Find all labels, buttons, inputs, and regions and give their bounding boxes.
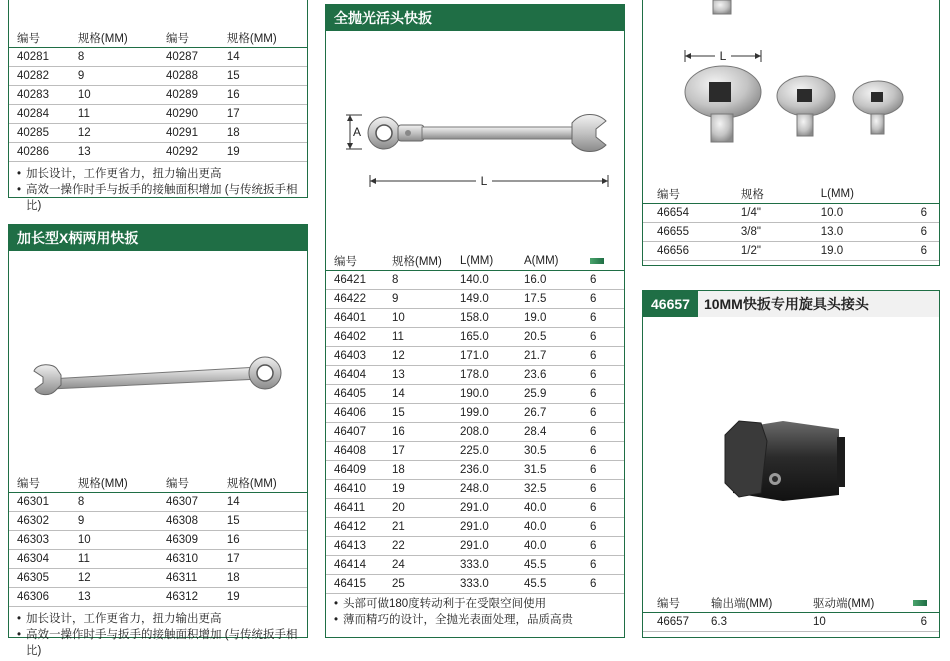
- col-header: L(MM): [813, 184, 913, 204]
- feature-notes: [9, 607, 307, 661]
- cell-size: 8: [70, 48, 158, 67]
- cell-code: 40291: [158, 124, 219, 143]
- spec-table-flex: [326, 251, 624, 594]
- panel-title: 10MM快扳专用旋具头接头: [703, 296, 869, 312]
- col-header: 规格(MM): [219, 28, 307, 48]
- cell-length: 149.0: [452, 290, 516, 309]
- cell-code: 46303: [9, 531, 70, 550]
- cell-code: 40281: [9, 48, 70, 67]
- cell-size: 11: [384, 328, 452, 347]
- cell-size: 17: [384, 442, 452, 461]
- cell-code: 46655: [643, 223, 733, 242]
- socket-adapter-image: [643, 317, 939, 593]
- cell-code: 46309: [158, 531, 219, 550]
- table-header-row: [9, 473, 307, 493]
- cell-qty: 6: [582, 480, 624, 499]
- flex-wrench-illustration: [326, 31, 626, 251]
- panel-title: 加长型X柄两用快扳: [9, 225, 307, 251]
- wrench-image: [9, 251, 307, 473]
- cell-length: 165.0: [452, 328, 516, 347]
- cell-length: 291.0: [452, 537, 516, 556]
- cell-length: 190.0: [452, 385, 516, 404]
- cell-code: 46407: [326, 423, 384, 442]
- cell-size: 11: [70, 105, 158, 124]
- table-row: [326, 328, 624, 347]
- cell-qty: 6: [582, 537, 624, 556]
- cell-size: 16: [219, 531, 307, 550]
- table-row: [326, 423, 624, 442]
- cell-size: 17: [219, 550, 307, 569]
- cell-qty: 6: [913, 204, 939, 223]
- cell-a: 26.7: [516, 404, 582, 423]
- cell-code: 46406: [326, 404, 384, 423]
- spec-table-adapter: [643, 184, 939, 261]
- table-row: [9, 569, 307, 588]
- cell-code: 46305: [9, 569, 70, 588]
- cell-length: 208.0: [452, 423, 516, 442]
- cell-length: 13.0: [813, 223, 913, 242]
- table-row: [326, 575, 624, 594]
- cell-qty: 6: [913, 242, 939, 261]
- cell-size: 3/8": [733, 223, 813, 242]
- note-item: • 加长设计，工作更省力，扭力输出更高: [17, 611, 301, 627]
- table-row: [9, 531, 307, 550]
- col-header: 规格(MM): [384, 251, 452, 271]
- cell-size: 14: [219, 493, 307, 512]
- col-header: 编号: [9, 473, 70, 493]
- cell-size: 12: [70, 569, 158, 588]
- table-row: [9, 493, 307, 512]
- col-header: 编号: [158, 28, 219, 48]
- cell-size: 15: [219, 67, 307, 86]
- cell-size: 17: [219, 105, 307, 124]
- feature-notes: [326, 594, 624, 630]
- cell-code: 46414: [326, 556, 384, 575]
- cell-a: 45.5: [516, 556, 582, 575]
- cell-code: 46312: [158, 588, 219, 607]
- col-header: A(MM): [516, 251, 582, 271]
- cell-length: 10.0: [813, 204, 913, 223]
- cell-qty: 6: [582, 404, 624, 423]
- cell-code: 46412: [326, 518, 384, 537]
- cell-code: 46403: [326, 347, 384, 366]
- cell-qty: 6: [582, 442, 624, 461]
- cell-a: 40.0: [516, 518, 582, 537]
- cell-code: 40286: [9, 143, 70, 162]
- cell-code: 46656: [643, 242, 733, 261]
- table-header-row: [643, 593, 939, 613]
- cell-code: 46311: [158, 569, 219, 588]
- table-row: [326, 499, 624, 518]
- cell-size: 22: [384, 537, 452, 556]
- col-header: 规格(MM): [70, 473, 158, 493]
- cell-length: 291.0: [452, 518, 516, 537]
- cell-code: 46415: [326, 575, 384, 594]
- cell-qty: 6: [582, 347, 624, 366]
- cell-qty: 6: [905, 613, 939, 632]
- col-header: 编号: [643, 593, 703, 613]
- cell-code: 46307: [158, 493, 219, 512]
- cell-code: 40285: [9, 124, 70, 143]
- flex-wrench-image: [326, 31, 624, 251]
- cell-code: 40288: [158, 67, 219, 86]
- adapter-image: [643, 0, 939, 184]
- panel-socket-adapter: [642, 290, 940, 638]
- cell-length: 333.0: [452, 575, 516, 594]
- cell-length: 19.0: [813, 242, 913, 261]
- table-row: [326, 537, 624, 556]
- cell-code: 46657: [643, 613, 703, 632]
- cell-length: 199.0: [452, 404, 516, 423]
- cell-size: 10: [384, 309, 452, 328]
- cell-a: 30.5: [516, 442, 582, 461]
- panel-adapter: [642, 0, 940, 266]
- cell-length: 140.0: [452, 271, 516, 290]
- cell-a: 23.6: [516, 366, 582, 385]
- panel-extended-x: [8, 224, 308, 657]
- cell-size: 10: [70, 531, 158, 550]
- cell-a: 16.0: [516, 271, 582, 290]
- adapter-illustration: [643, 0, 941, 184]
- cell-code: 46409: [326, 461, 384, 480]
- cell-qty: 6: [582, 309, 624, 328]
- socket-adapter-illustration: [643, 317, 941, 593]
- feature-notes: [9, 162, 307, 216]
- spec-table-top-left: [9, 28, 307, 162]
- cell-qty: 6: [582, 556, 624, 575]
- table-row: [9, 512, 307, 531]
- cell-code: 40282: [9, 67, 70, 86]
- cell-qty: 6: [913, 223, 939, 242]
- cell-size: 1/4": [733, 204, 813, 223]
- cell-size: 9: [384, 290, 452, 309]
- table-row: [326, 404, 624, 423]
- table-row: [326, 442, 624, 461]
- cell-code: 46302: [9, 512, 70, 531]
- cell-code: 40284: [9, 105, 70, 124]
- cell-size: 16: [219, 86, 307, 105]
- table-row: [9, 67, 307, 86]
- cell-code: 46421: [326, 271, 384, 290]
- cell-length: 178.0: [452, 366, 516, 385]
- cell-size: 20: [384, 499, 452, 518]
- cell-size: 18: [219, 124, 307, 143]
- cell-size: 18: [384, 461, 452, 480]
- cell-qty: 6: [582, 423, 624, 442]
- spec-table-socket-adapter: [643, 593, 939, 632]
- cell-code: 46654: [643, 204, 733, 223]
- dimension-l-label: L: [480, 174, 488, 188]
- col-header: 编号: [326, 251, 384, 271]
- cell-qty: 6: [582, 385, 624, 404]
- note-item: • 高效一操作时手与扳手的接触面积增加 (与传统扳手相比): [17, 627, 301, 659]
- table-row: [9, 143, 307, 162]
- cell-code: 46310: [158, 550, 219, 569]
- cell-length: 236.0: [452, 461, 516, 480]
- cell-code: 46401: [326, 309, 384, 328]
- cell-a: 40.0: [516, 499, 582, 518]
- dimension-a-label: A: [353, 125, 362, 139]
- cell-qty: 6: [582, 366, 624, 385]
- col-header: L(MM): [452, 251, 516, 271]
- cell-size: 15: [384, 404, 452, 423]
- table-header-row: [9, 28, 307, 48]
- cell-code: 46404: [326, 366, 384, 385]
- table-row: [643, 223, 939, 242]
- cell-size: 19: [384, 480, 452, 499]
- table-row: [326, 556, 624, 575]
- note-item: • 加长设计，工作更省力，扭力输出更高: [17, 166, 301, 182]
- panel-title: 全抛光活头快扳: [326, 5, 624, 31]
- cell-a: 25.9: [516, 385, 582, 404]
- cell-size: 15: [219, 512, 307, 531]
- cell-a: 45.5: [516, 575, 582, 594]
- col-header: 驱动端(MM): [805, 593, 905, 613]
- cell-size: 13: [70, 588, 158, 607]
- pack-quantity-icon: [905, 593, 939, 613]
- table-row: [326, 271, 624, 290]
- cell-size: 9: [70, 67, 158, 86]
- cell-qty: 6: [582, 518, 624, 537]
- cell-size: 12: [384, 347, 452, 366]
- cell-size: 14: [384, 385, 452, 404]
- table-row: [9, 588, 307, 607]
- cell-length: 333.0: [452, 556, 516, 575]
- table-row: [643, 204, 939, 223]
- cell-size: 21: [384, 518, 452, 537]
- cell-a: 31.5: [516, 461, 582, 480]
- cell-a: 20.5: [516, 328, 582, 347]
- cell-size: 13: [70, 143, 158, 162]
- table-row: [326, 480, 624, 499]
- cell-size: 19: [219, 143, 307, 162]
- cell-length: 291.0: [452, 499, 516, 518]
- cell-size: 8: [70, 493, 158, 512]
- col-header: 编号: [643, 184, 733, 204]
- col-header: 规格: [733, 184, 813, 204]
- table-row: [326, 385, 624, 404]
- cell-length: 248.0: [452, 480, 516, 499]
- table-row: [9, 105, 307, 124]
- cell-output: 6.3: [703, 613, 805, 632]
- cell-code: 46422: [326, 290, 384, 309]
- cell-a: 17.5: [516, 290, 582, 309]
- table-row: [643, 242, 939, 261]
- cell-a: 32.5: [516, 480, 582, 499]
- cell-code: 40287: [158, 48, 219, 67]
- table-row: [9, 124, 307, 143]
- cell-code: 46304: [9, 550, 70, 569]
- cell-code: 40290: [158, 105, 219, 124]
- cell-code: 46413: [326, 537, 384, 556]
- table-row: [326, 461, 624, 480]
- cell-a: 40.0: [516, 537, 582, 556]
- note-item: • 高效一操作时手与扳手的接触面积增加 (与传统扳手相比): [17, 182, 301, 214]
- table-row: [326, 290, 624, 309]
- table-header-row: [643, 184, 939, 204]
- panel-title-bar: [643, 291, 939, 317]
- pack-quantity-icon: [582, 251, 624, 271]
- col-header: 规格(MM): [219, 473, 307, 493]
- cell-code: 46301: [9, 493, 70, 512]
- cell-code: 46308: [158, 512, 219, 531]
- cell-a: 28.4: [516, 423, 582, 442]
- cell-a: 21.7: [516, 347, 582, 366]
- cell-qty: 6: [582, 461, 624, 480]
- table-header-row: [326, 251, 624, 271]
- col-header: 规格(MM): [70, 28, 158, 48]
- table-row: [9, 550, 307, 569]
- table-row: [326, 366, 624, 385]
- col-header: 编号: [9, 28, 70, 48]
- table-row: [326, 347, 624, 366]
- cell-size: 16: [384, 423, 452, 442]
- cell-qty: 6: [582, 575, 624, 594]
- cell-length: 158.0: [452, 309, 516, 328]
- cell-length: 225.0: [452, 442, 516, 461]
- cell-code: 46408: [326, 442, 384, 461]
- panel-top-left: [8, 0, 308, 212]
- cell-drive: 10: [805, 613, 905, 632]
- note-item: • 头部可做180度转动利于在受限空间使用: [334, 596, 618, 612]
- panel-flex-head: [325, 4, 625, 638]
- cell-size: 14: [219, 48, 307, 67]
- col-header: 编号: [158, 473, 219, 493]
- cell-size: 12: [70, 124, 158, 143]
- cell-code: 40289: [158, 86, 219, 105]
- cell-size: 19: [219, 588, 307, 607]
- cell-a: 19.0: [516, 309, 582, 328]
- table-row: [643, 613, 939, 632]
- cell-code: 46405: [326, 385, 384, 404]
- combination-wrench-illustration: [9, 251, 309, 473]
- cell-size: 9: [70, 512, 158, 531]
- cell-size: 13: [384, 366, 452, 385]
- cell-qty: 6: [582, 328, 624, 347]
- cell-size: 1/2": [733, 242, 813, 261]
- table-row: [9, 86, 307, 105]
- col-header: 输出端(MM): [703, 593, 805, 613]
- product-code-badge: 46657: [643, 291, 698, 317]
- cell-qty: 6: [582, 271, 624, 290]
- cell-size: 18: [219, 569, 307, 588]
- cell-code: 46411: [326, 499, 384, 518]
- cell-code: 46306: [9, 588, 70, 607]
- cell-code: 46410: [326, 480, 384, 499]
- cell-size: 11: [70, 550, 158, 569]
- cell-size: 24: [384, 556, 452, 575]
- spec-table-extended-x: [9, 473, 307, 607]
- cell-code: 40283: [9, 86, 70, 105]
- cell-size: 10: [70, 86, 158, 105]
- cell-qty: 6: [582, 290, 624, 309]
- dimension-l-label: L: [719, 49, 727, 63]
- cell-qty: 6: [582, 499, 624, 518]
- table-row: [326, 518, 624, 537]
- cell-size: 25: [384, 575, 452, 594]
- cell-code: 46402: [326, 328, 384, 347]
- table-row: [326, 309, 624, 328]
- cell-length: 171.0: [452, 347, 516, 366]
- col-header: [913, 184, 939, 204]
- cell-size: 8: [384, 271, 452, 290]
- table-row: [9, 48, 307, 67]
- cell-code: 40292: [158, 143, 219, 162]
- note-item: • 薄而精巧的设计，全抛光表面处理，品质高贵: [334, 612, 618, 628]
